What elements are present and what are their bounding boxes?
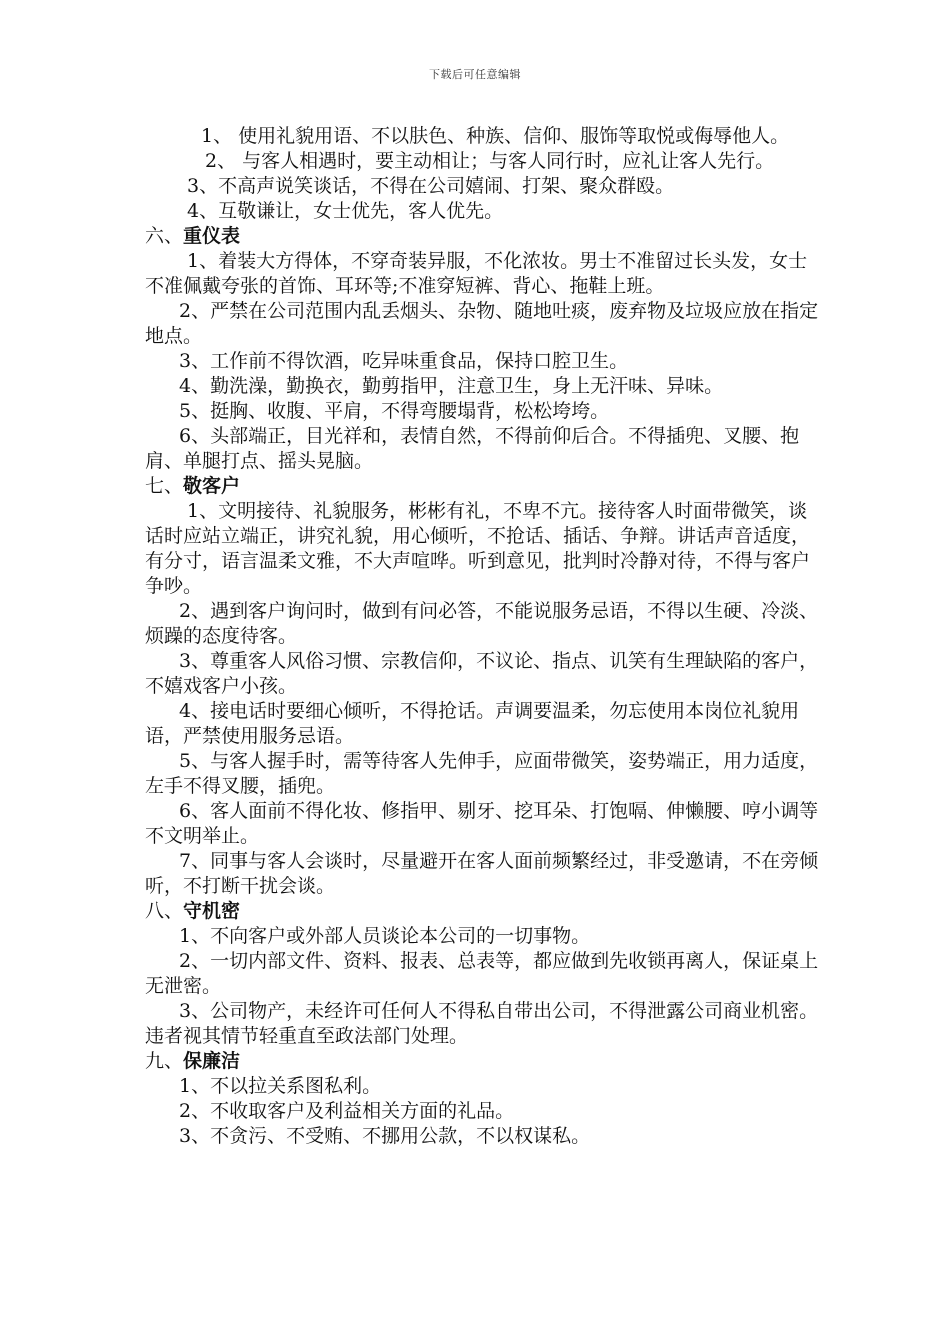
list-item: 1、着装大方得体，不穿奇装异服，不化浓妆。男士不准留过长头发，女士不准佩戴夸张的首饰、耳环等;不准穿短裤、背心、拖鞋上班。 — [145, 250, 808, 297]
section-heading — [145, 224, 821, 249]
section-number: 九、 — [145, 1050, 184, 1072]
list-item: 2、不收取客户及利益相关方面的礼品。 — [179, 1100, 515, 1122]
list-item: 2、一切内部文件、资料、报表、总表等，都应做到先收锁再离人，保证桌上无泄密。 — [145, 950, 819, 997]
list-item: 3、不贪污、不受贿、不挪用公款，不以权谋私。 — [179, 1125, 591, 1147]
list-item: 2、遇到客户询问时，做到有问必答，不能说服务忌语，不得以生硬、冷淡、烦躁的态度待客。 — [145, 600, 819, 647]
list-item: 6、客人面前不得化妆、修指甲、剔牙、挖耳朵、打饱嗝、伸懒腰、哼小调等不文明举止。 — [145, 800, 819, 847]
section-heading — [145, 1049, 821, 1074]
list-item: 7、同事与客人会谈时，尽量避开在客人面前频繁经过，非受邀请，不在旁倾听，不打断干扰会谈。 — [145, 850, 819, 897]
section-heading — [145, 474, 821, 499]
list-item: 1、文明接待、礼貌服务，彬彬有礼，不卑不亢。接待客人时面带微笑，谈话时应站立端正，讲究礼貌，用心倾听，不抢话、插话、争辩。讲话声音适度，有分寸，语言温柔文雅，不大声喧哗。听到意见，批判时冷静对待，不得与客户争吵。 — [145, 500, 811, 597]
section-number: 八、 — [145, 900, 184, 922]
section-title: 守机密 — [183, 900, 241, 922]
page-header: 下载后可任意编辑 — [429, 68, 521, 81]
section-title: 重仪表 — [183, 225, 241, 247]
section-number: 六、 — [145, 225, 184, 247]
list-item: 6、头部端正，目光祥和，表情自然，不得前仰后合。不得插兜、叉腰、抱肩、单腿打点、摇头晃脑。 — [145, 425, 800, 472]
list-item: 1、不以拉关系图私利。 — [179, 1075, 382, 1097]
list-item: 4、勤洗澡，勤换衣，勤剪指甲，注意卫生，身上无汗味、异味。 — [179, 375, 724, 397]
document-body — [145, 124, 821, 1149]
list-item: 2、 与客人相遇时，要主动相让；与客人同行时，应礼让客人先行。 — [205, 150, 775, 172]
list-item: 4、互敬谦让，女士优先，客人优先。 — [187, 200, 504, 222]
list-item: 4、接电话时要细心倾听，不得抢话。声调要温柔，勿忘使用本岗位礼貌用语，严禁使用服务忌语。 — [145, 700, 800, 747]
list-item: 5、与客人握手时，需等待客人先伸手，应面带微笑，姿势端正，用力适度，左手不得叉腰，插兜。 — [145, 750, 819, 797]
list-item: 1、 使用礼貌用语、不以肤色、种族、信仰、服饰等取悦或侮辱他人。 — [201, 125, 790, 147]
list-item: 3、公司物产，未经许可任何人不得私自带出公司，不得泄露公司商业机密。违者视其情节轻重直至政法部门处理。 — [145, 1000, 819, 1047]
section-heading — [145, 899, 821, 924]
list-item: 5、挺胸、收腹、平肩，不得弯腰塌背，松松垮垮。 — [179, 400, 610, 422]
section-number: 七、 — [145, 475, 184, 497]
list-item: 1、不向客户或外部人员谈论本公司的一切事物。 — [179, 925, 591, 947]
section-title: 敬客户 — [183, 475, 241, 497]
list-item: 2、严禁在公司范围内乱丢烟头、杂物、随地吐痰，废弃物及垃圾应放在指定地点。 — [145, 300, 819, 347]
list-item: 3、尊重客人风俗习惯、宗教信仰，不议论、指点、讥笑有生理缺陷的客户，不嬉戏客户小孩。 — [145, 650, 819, 697]
list-item: 3、工作前不得饮酒，吃异味重食品，保持口腔卫生。 — [179, 350, 629, 372]
section-title: 保廉洁 — [183, 1050, 241, 1072]
list-item: 3、不高声说笑谈话，不得在公司嬉闹、打架、聚众群殴。 — [187, 175, 675, 197]
